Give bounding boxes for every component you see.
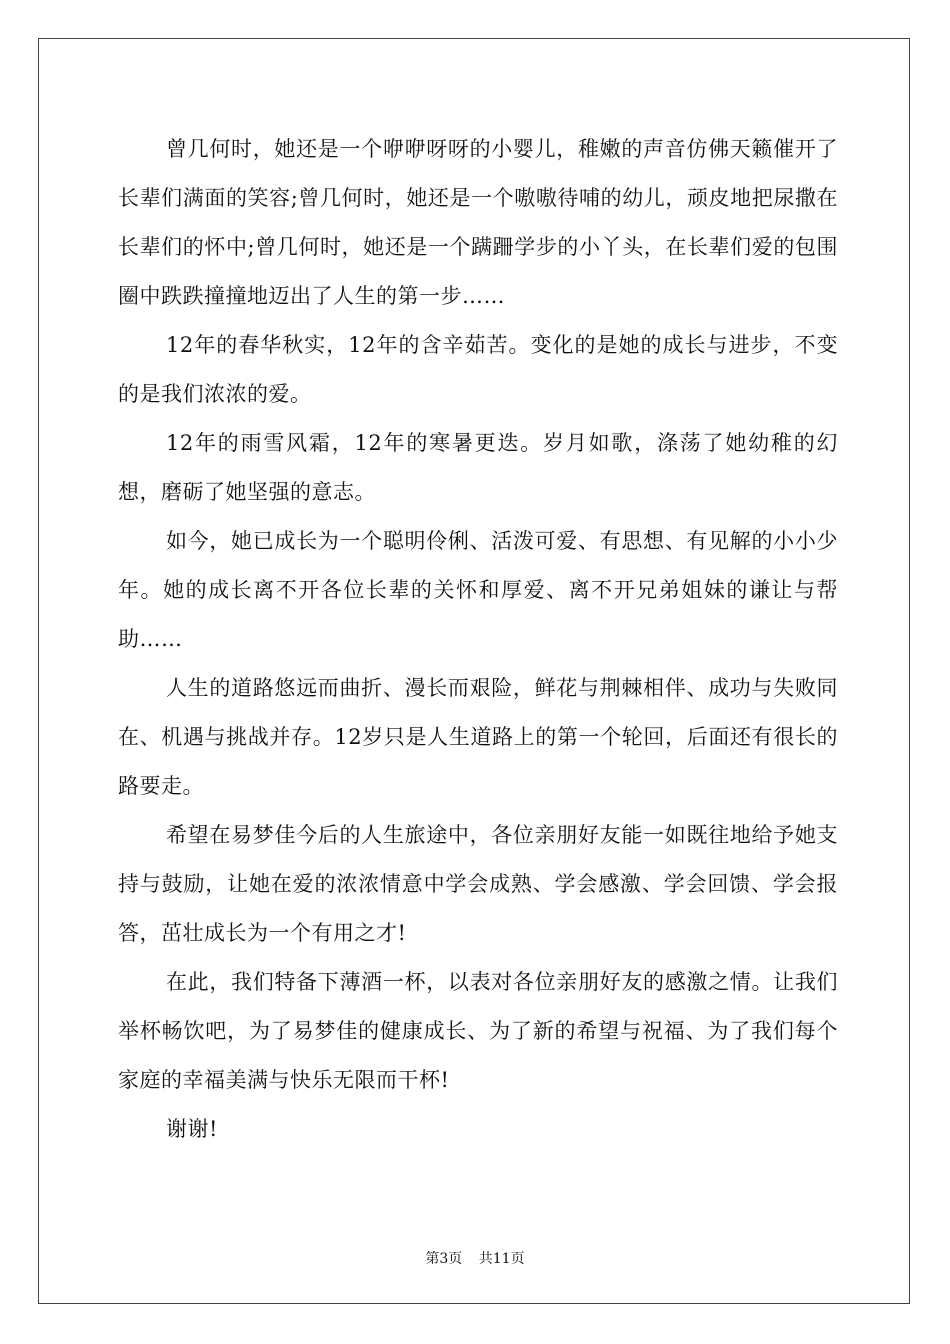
paragraph: 12年的春华秋实，12年的含辛茹苦。变化的是她的成长与进步，不变的是我们浓浓的爱。 xyxy=(118,333,838,406)
paragraph: 希望在易梦佳今后的人生旅途中，各位亲朋好友能一如既往地给予她支持与鼓励，让她在爱的浓浓情意中学会成熟、学会感激、学会回馈、学会报答，茁壮成长为一个有用之才! xyxy=(118,823,838,945)
page-number: 第3页 xyxy=(425,1251,463,1267)
paragraph: 曾几何时，她还是一个咿咿呀呀的小婴儿，稚嫩的声音仿佛天籁催开了长辈们满面的笑容;曾几何时，她还是一个嗷嗷待哺的幼儿，顽皮地把尿撒在长辈们的怀中;曾几何时，她还是一个蹒跚学步的小丫头，在长辈们爱的包围圈中跌跌撞撞地迈出了人生的第一步…… xyxy=(118,137,838,308)
paragraph: 人生的道路悠远而曲折、漫长而艰险，鲜花与荆棘相伴、成功与失败同在、机遇与挑战并存。12岁只是人生道路上的第一个轮回，后面还有很长的路要走。 xyxy=(118,676,838,798)
page-total: 共11页 xyxy=(478,1251,525,1267)
document-body xyxy=(118,125,838,1154)
paragraph: 在此，我们特备下薄酒一杯，以表对各位亲朋好友的感激之情。让我们举杯畅饮吧，为了易梦佳的健康成长、为了新的希望与祝福、为了我们每个家庭的幸福美满与快乐无限而干杯! xyxy=(118,970,838,1092)
page-footer xyxy=(0,1248,950,1268)
paragraph: 12年的雨雪风霜，12年的寒暑更迭。岁月如歌，涤荡了她幼稚的幻想，磨砺了她坚强的意志。 xyxy=(118,431,838,504)
paragraph: 如今，她已成长为一个聪明伶俐、活泼可爱、有思想、有见解的小小少年。她的成长离不开各位长辈的关怀和厚爱、离不开兄弟姐妹的谦让与帮助…… xyxy=(118,529,838,651)
paragraph: 谢谢! xyxy=(166,1117,218,1141)
